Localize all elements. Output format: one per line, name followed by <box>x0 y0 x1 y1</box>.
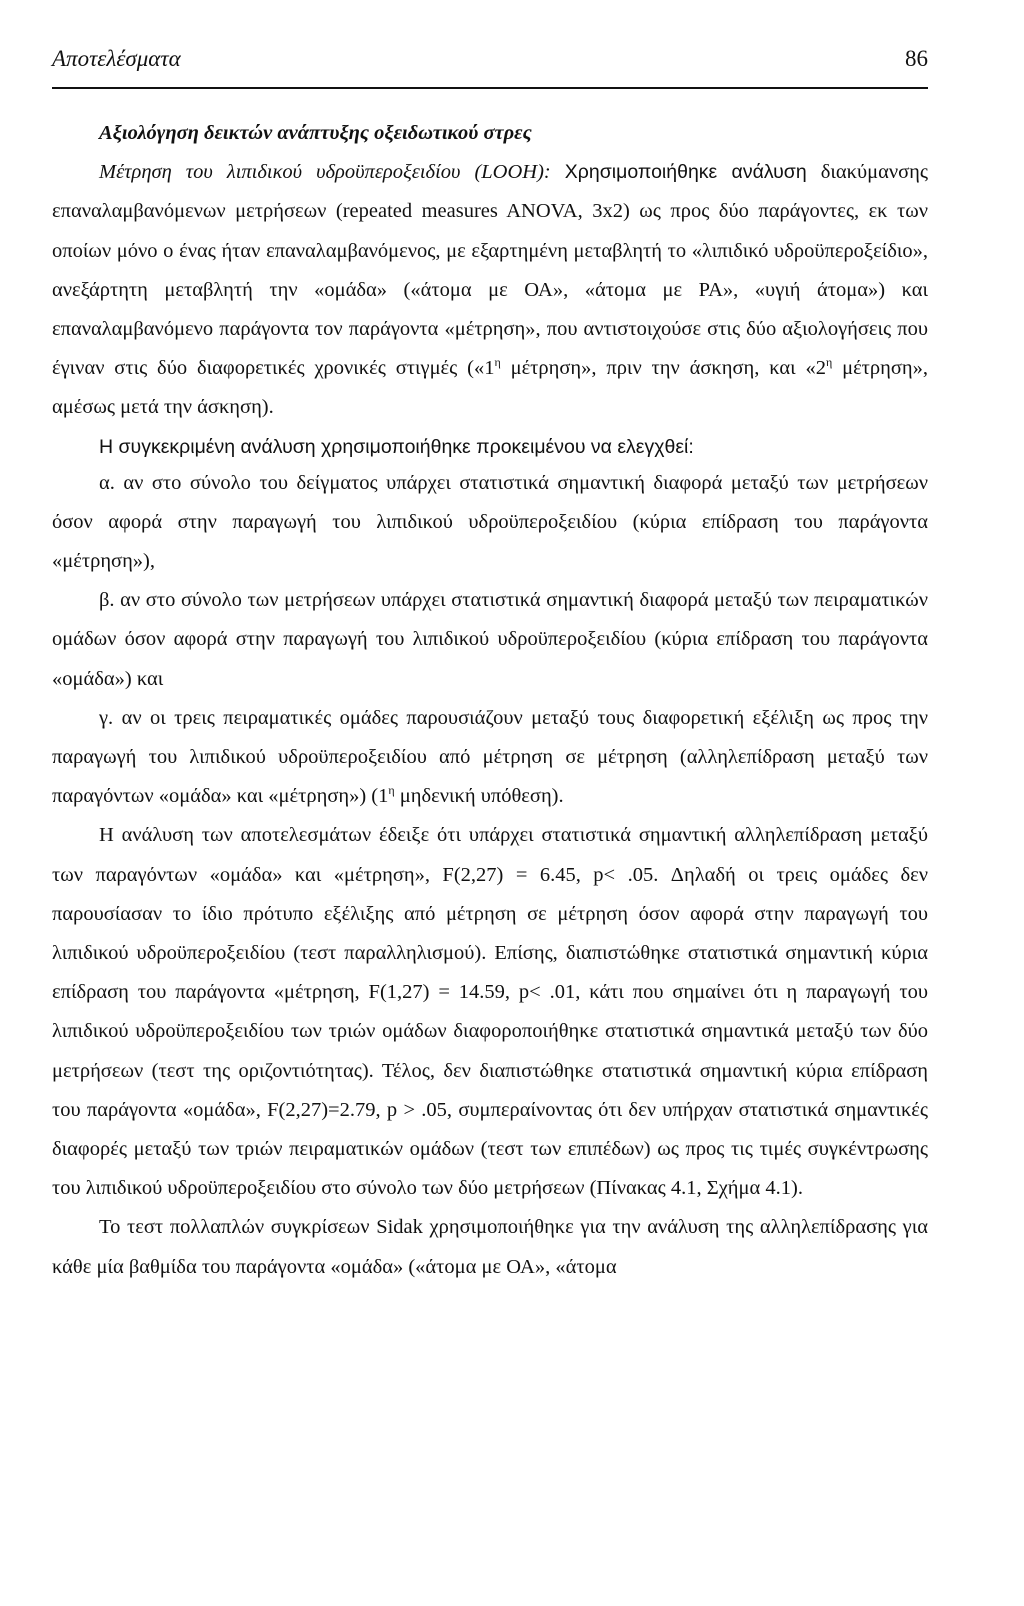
ordinal-superscript: η <box>494 355 501 370</box>
page-header <box>52 42 928 82</box>
method-label: Μέτρηση του λιπιδικού υδροϋπεροξειδίου (LOOH): <box>99 161 551 184</box>
ordinal-superscript: η <box>388 783 395 798</box>
page-number: 86 <box>905 46 928 71</box>
item-c-text-a: γ. αν οι τρεις πειραματικές ομάδες παρουσιάζουν μεταξύ τους διαφορετική εξέλιξη ως προς την παραγωγή του λιπιδικού υδροϋπεροξειδίου από μέτρηση σε μέτρηση (αλληλεπίδραση μεταξύ των παραγόντων «ομάδα» και «μέτρηση») (1 <box>52 706 928 808</box>
list-item-c <box>52 699 928 817</box>
method-lead: Χρησιμοποιήθηκε ανάλυση <box>564 161 807 184</box>
header-divider <box>52 87 928 89</box>
list-item-a: α. αν στο σύνολο του δείγματος υπάρχει στατιστικά σημαντική διαφορά μεταξύ των μετρήσεων όσον αφορά στην παραγωγή του λιπιδικού υδροϋπεροξειδίου (κύρια επίδραση του παράγοντα «μέτρηση»), <box>52 471 928 573</box>
paragraph-method <box>52 153 928 427</box>
ordinal-superscript: η <box>825 355 833 370</box>
method-text-b: μέτρηση», πριν την άσκηση, και «2 <box>500 357 826 380</box>
item-c-text-b: μηδενική υπόθεση). <box>394 785 564 808</box>
paragraph-results: Η ανάλυση των αποτελεσμάτων έδειξε ότι υπάρχει στατιστικά σημαντική αλληλεπίδραση μεταξύ των παραγόντων «ομάδα» και «μέτρηση», F(2,27) = 6.45, p< .05. Δηλαδή οι τρεις ομάδες δεν παρουσίασαν το ίδιο πρότυπο εξέλιξης από μέτρηση σε μέτρηση όσον αφορά στην παραγωγή του λιπιδικού υδροϋπεροξειδίου (τεστ παραλληλισμού). Επίσης, διαπιστώθηκε στατιστικά σημαντική κύρια επίδραση του παράγοντα «μέτρηση, F(1,27) = 14.59, p< .01, κάτι που σημαίνει ότι η παραγωγή του λιπιδικού υδροϋπεροξειδίου των τριών ομάδων διαφοροποιήθηκε στατιστικά σημαντικά μεταξύ των δύο μετρήσεων (τεστ της οριζοντιότητας). Τέλος, δεν διαπιστώθηκε στατιστικά σημαντική κύρια επίδραση του παράγοντα «ομάδα», F(2,27)=2.79, p > .05, συμπεραίνοντας ότι δεν υπήρχαν στατιστικά σημαντικές διαφορές μεταξύ των τριών πειραματικών ομάδων (τεστ των επιπέδων) ως προς τις τιμές συγκέντρωσης του λιπιδικού υδροϋπεροξειδίου στο σύνολο των δύο μετρήσεων (Πίνακας 4.1, Σχήμα 4.1). <box>52 824 928 1200</box>
paragraph-sidak: Το τεστ πολλαπλών συγκρίσεων Sidak χρησιμοποιήθηκε για την ανάλυση της αλληλεπίδρασης για κάθε μία βαθμίδα του παράγοντα «ομάδα» («άτομα με ΟΑ», «άτομα <box>52 1216 928 1278</box>
paragraph-purpose: Η συγκεκριμένη ανάλυση χρησιμοποιήθηκε προκειμένου να ελεγχθεί: <box>99 435 694 458</box>
document-body <box>52 114 928 1287</box>
section-title: Αποτελέσματα <box>52 46 181 71</box>
method-text-a: διακύμανσης επαναλαμβανόμενων μετρήσεων (repeated measures ANOVA, 3x2) ως προς δύο παράγοντες, εκ των οποίων μόνο ο ένας ήταν επαναλαμβανόμενος, με εξαρτημένη μεταβλητή το «λιπιδικό υδροϋπεροξείδιο», ανεξάρτητη μεταβλητή την «ομάδα» («άτομα με ΟΑ», «άτομα με PA», «υγιή άτομα») και επαναλαμβανόμενο παράγοντα τον παράγοντα «μέτρηση», που αντιστοιχούσε στις δύο αξιολογήσεις που έγιναν στις δύο διαφορετικές χρονικές στιγμές («1 <box>52 161 928 380</box>
method-text-c: μέτρηση», αμέσως μετά την άσκηση). <box>52 357 929 419</box>
list-item-b: β. αν στο σύνολο των μετρήσεων υπάρχει στατιστικά σημαντική διαφορά μεταξύ των πειραματικών ομάδων όσον αφορά στην παραγωγή του λιπιδικού υδροϋπεροξειδίου (κύρια επίδραση του παράγοντα «ομάδα») και <box>52 589 928 690</box>
section-heading: Αξιολόγηση δεικτών ανάπτυξης οξειδωτικού στρες <box>99 122 532 144</box>
